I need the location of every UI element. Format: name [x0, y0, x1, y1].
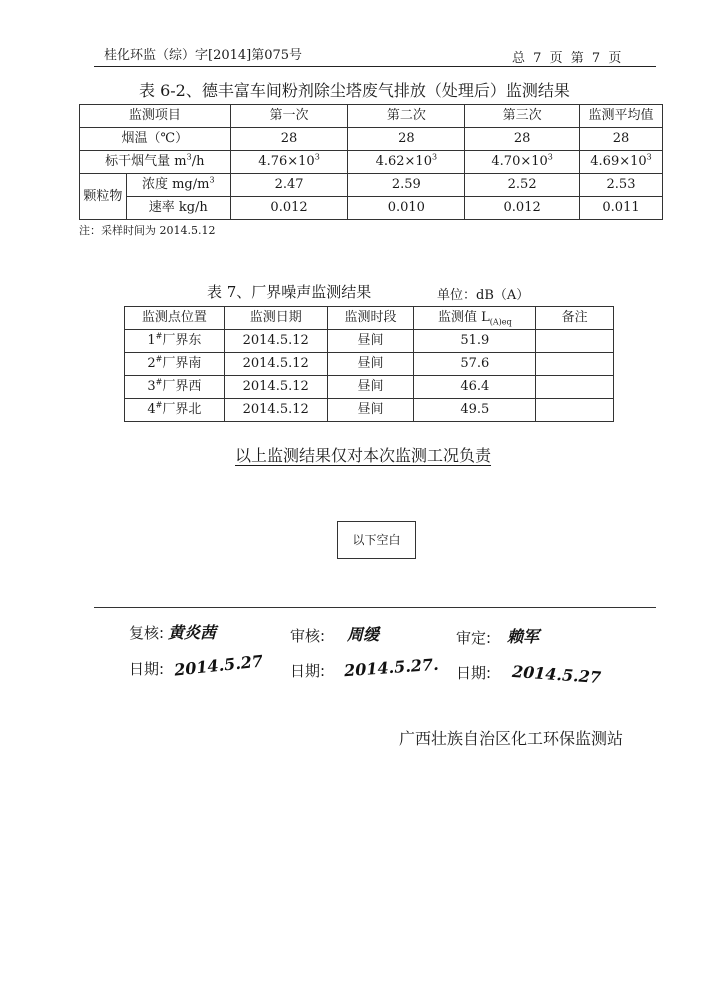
- table-row: [125, 376, 614, 399]
- cell: 0.010: [348, 197, 465, 220]
- point-place: 厂界东: [162, 333, 202, 348]
- review-signature: 黄炎茜: [168, 623, 217, 642]
- signature-rule: [94, 607, 656, 608]
- cell: [465, 151, 580, 174]
- cell-period: 昼间: [327, 376, 414, 399]
- table6-header-item: 监测项目: [80, 105, 231, 128]
- row-label-conc: [126, 174, 230, 197]
- cell: 2.52: [465, 174, 580, 197]
- point-number: 3: [147, 379, 156, 394]
- table6-header-row: [80, 105, 663, 128]
- cell-value: 4.62×10: [375, 154, 432, 169]
- point-place: 厂界北: [162, 402, 202, 417]
- table7-header-location: 监测点位置: [125, 307, 225, 330]
- cell-date: 2014.5.12: [224, 330, 327, 353]
- page-label: 第: [570, 51, 585, 66]
- row-label-flow: [80, 151, 231, 174]
- cell: [580, 151, 663, 174]
- approve-signature: 赖军: [507, 627, 540, 646]
- table-row: [80, 151, 663, 174]
- cell: 2.53: [580, 174, 663, 197]
- value-header-text: 监测值 L: [437, 310, 490, 325]
- total-label: 总: [512, 51, 527, 66]
- flow-label-text: 标干烟气量 m: [105, 154, 187, 169]
- point-number: 1: [147, 333, 156, 348]
- cell: 28: [465, 128, 580, 151]
- cell-exp: 3: [314, 152, 320, 162]
- cell: 0.012: [230, 197, 348, 220]
- review-date: 2014.5.27: [173, 651, 264, 680]
- flow-label-tail: /h: [191, 154, 205, 169]
- table6-header-1: 第一次: [230, 105, 348, 128]
- cell-location: [125, 353, 225, 376]
- table6-header-3: 第三次: [465, 105, 580, 128]
- cell-value: 51.9: [414, 330, 536, 353]
- cell-exp: 3: [547, 152, 553, 162]
- cell: 2.59: [348, 174, 465, 197]
- cell-value: 4.70×10: [491, 154, 548, 169]
- page-unit: 页: [549, 51, 564, 66]
- cell: [348, 151, 465, 174]
- table7: [124, 306, 614, 422]
- table-row: [125, 330, 614, 353]
- approve-date: 2014.5.27: [511, 661, 602, 688]
- cell: 28: [580, 128, 663, 151]
- cell-date: 2014.5.12: [224, 353, 327, 376]
- cell-period: 昼间: [327, 399, 414, 422]
- table6-header-2: 第二次: [348, 105, 465, 128]
- table-row: [80, 128, 663, 151]
- table-row: [125, 399, 614, 422]
- cell: [230, 151, 348, 174]
- table7-title: 表 7、厂界噪声监测结果: [207, 283, 372, 301]
- date-label-1: 日期:: [129, 660, 165, 678]
- row-label-temp: 烟温（℃）: [80, 128, 231, 151]
- cell-location: [125, 330, 225, 353]
- header-rule: [94, 66, 656, 67]
- table7-header-value: [414, 307, 536, 330]
- blank-below-box: 以下空白: [337, 521, 416, 559]
- point-mark: #: [155, 400, 163, 410]
- table6-note: 注：采样时间为 2014.5.12: [79, 224, 216, 237]
- point-number: 4: [147, 402, 156, 417]
- page-unit-2: 页: [608, 51, 623, 66]
- cell: 0.011: [580, 197, 663, 220]
- point-number: 2: [147, 356, 156, 371]
- audit-date: 2014.5.27.: [343, 654, 440, 681]
- table-row: [80, 197, 663, 220]
- point-mark: #: [155, 354, 163, 364]
- flow-label-sup: 3: [186, 152, 192, 162]
- cell: 28: [348, 128, 465, 151]
- page-number: 7: [591, 51, 602, 66]
- review-label: 复核:: [129, 624, 165, 642]
- document-number: 桂化环监（综）字[2014]第075号: [104, 48, 303, 63]
- table6-title: 表 6-2、德丰富车间粉剂除尘塔废气排放（处理后）监测结果: [139, 81, 570, 100]
- audit-signature: 周缓: [347, 625, 380, 644]
- cell-remark: [536, 353, 614, 376]
- table6-header-avg: 监测平均值: [580, 105, 663, 128]
- approve-label: 审定:: [456, 629, 492, 647]
- cell: 2.47: [230, 174, 348, 197]
- cell-value: 4.76×10: [258, 154, 315, 169]
- row-label-rate: 速率 kg/h: [126, 197, 230, 220]
- audit-label: 审核:: [290, 627, 326, 645]
- point-mark: #: [155, 331, 163, 341]
- table-row: [80, 174, 663, 197]
- cell-value: 46.4: [414, 376, 536, 399]
- cell-location: [125, 376, 225, 399]
- point-place: 厂界西: [162, 379, 202, 394]
- cell-location: [125, 399, 225, 422]
- total-pages: 7: [533, 51, 543, 66]
- table6: [79, 104, 663, 220]
- conc-label-text: 浓度 mg/m: [141, 177, 210, 192]
- cell: 0.012: [465, 197, 580, 220]
- station-name: 广西壮族自治区化工环保监测站: [399, 729, 624, 748]
- page-indicator: [512, 47, 624, 66]
- cell-exp: 3: [646, 152, 652, 162]
- cell-value: 57.6: [414, 353, 536, 376]
- date-label-3: 日期:: [456, 664, 492, 682]
- cell-remark: [536, 399, 614, 422]
- point-place: 厂界南: [162, 356, 202, 371]
- point-mark: #: [155, 377, 163, 387]
- cell-date: 2014.5.12: [224, 376, 327, 399]
- cell-remark: [536, 376, 614, 399]
- cell-period: 昼间: [327, 353, 414, 376]
- cell-value: 4.69×10: [590, 154, 647, 169]
- table-row: [125, 353, 614, 376]
- table7-header-row: [125, 307, 614, 330]
- conc-label-sup: 3: [209, 175, 215, 185]
- table7-header-date: 监测日期: [224, 307, 327, 330]
- table7-header-remark: 备注: [536, 307, 614, 330]
- cell-value: 49.5: [414, 399, 536, 422]
- cell-exp: 3: [431, 152, 438, 162]
- cell-remark: [536, 330, 614, 353]
- table7-header-period: 监测时段: [327, 307, 414, 330]
- group-label-particulate: 颗粒物: [80, 174, 127, 220]
- table7-unit: 单位：dB（A）: [437, 288, 530, 303]
- cell-date: 2014.5.12: [224, 399, 327, 422]
- cell-period: 昼间: [327, 330, 414, 353]
- cell: 28: [230, 128, 348, 151]
- value-header-sub: (A)eq: [489, 317, 512, 327]
- responsibility-statement: 以上监测结果仅对本次监测工况负责: [235, 446, 492, 465]
- date-label-2: 日期:: [290, 662, 326, 680]
